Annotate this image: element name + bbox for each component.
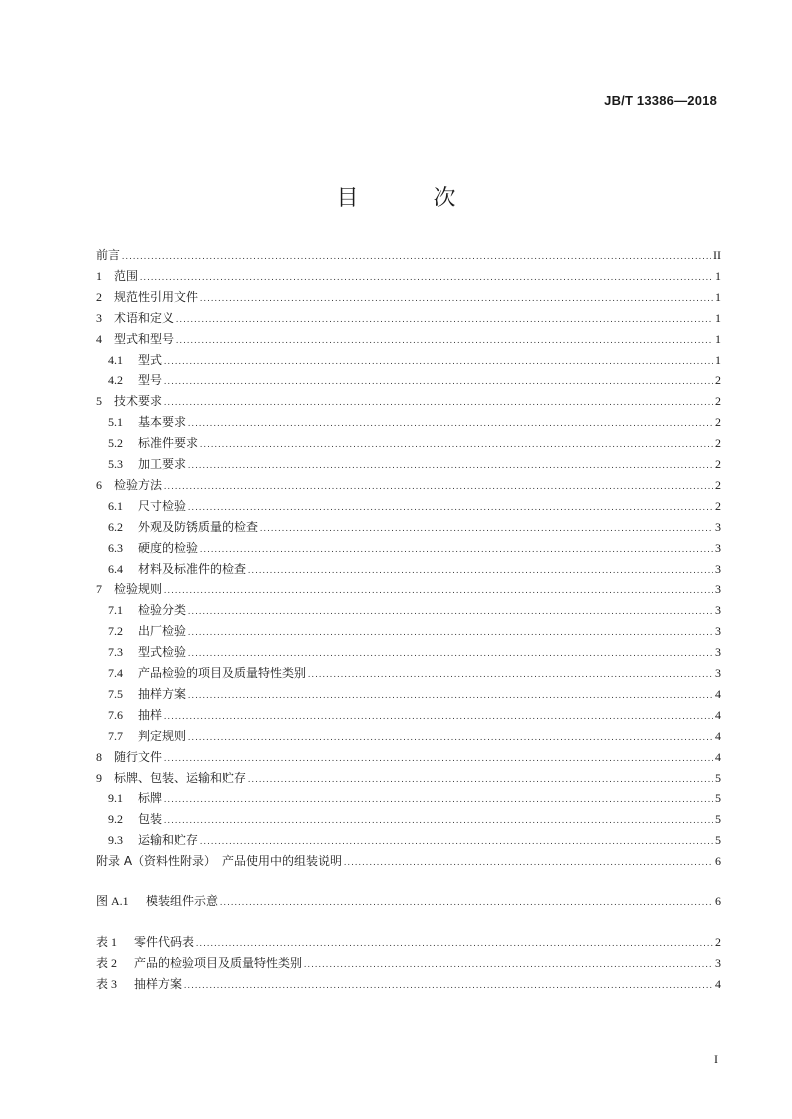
dot-leader [248, 561, 713, 579]
dot-leader [220, 893, 713, 911]
toc-entry[interactable] [108, 810, 721, 828]
toc-entry-number: 8 [96, 749, 102, 764]
toc-entry-label: 运输和贮存 [138, 833, 199, 848]
toc-entry-page: 2 [715, 394, 721, 409]
toc-entry-page: 5 [715, 770, 721, 785]
toc-entry[interactable] [108, 706, 721, 724]
toc-entry-number: 7.5 [108, 686, 123, 701]
toc-entry-page: 5 [715, 833, 721, 848]
toc-entry-page: 3 [715, 956, 721, 970]
toc-entry-number: 7.2 [108, 624, 123, 639]
dot-leader [200, 289, 713, 307]
toc-entry[interactable] [96, 892, 721, 910]
toc-entry[interactable] [96, 748, 721, 766]
toc-entry-page: 5 [715, 791, 721, 806]
dot-leader [260, 519, 713, 537]
toc-entry[interactable] [108, 643, 721, 661]
toc-entry-page: 2 [715, 415, 721, 430]
toc-entry-number: 5 [96, 394, 102, 409]
dot-leader [248, 770, 713, 788]
page-title: 目 次 [336, 186, 490, 211]
dot-leader [164, 749, 713, 767]
toc-entry-number: 7.1 [108, 603, 123, 618]
toc-entry[interactable] [96, 309, 721, 327]
toc-entry-number: 9.1 [108, 791, 123, 806]
toc-entry-number: 4.1 [108, 352, 123, 367]
toc-entry[interactable] [108, 664, 721, 682]
toc-entry-number: 4.2 [108, 373, 123, 388]
toc-entry-page: 1 [715, 352, 721, 367]
dot-leader [176, 331, 713, 349]
toc-entry-number: 6.1 [108, 498, 123, 513]
toc-entry-number: 表 3 [96, 977, 118, 991]
toc-entry[interactable] [96, 267, 721, 285]
toc-entry-label: 规范性引用文件 [114, 289, 199, 304]
toc-entry-label: 抽样方案 [138, 686, 187, 701]
toc-entry-number: 9 [96, 770, 102, 785]
toc-entry-label: 材料及标准件的检查 [138, 561, 247, 576]
toc-entry-label: 附录 A（资料性附录） 产品使用中的组装说明 [96, 854, 343, 869]
dot-leader [188, 498, 713, 516]
toc-entry-page: II [713, 248, 721, 262]
toc-entry-page: 3 [715, 519, 721, 534]
toc-entry-number: 4 [96, 331, 102, 346]
toc-entry[interactable] [96, 852, 721, 870]
dot-leader [188, 456, 713, 474]
toc-entry-label: 检验分类 [138, 603, 187, 618]
toc-entry[interactable] [108, 413, 721, 431]
dot-leader [164, 352, 713, 370]
toc-entry[interactable] [96, 476, 721, 494]
dot-leader [164, 707, 713, 725]
dot-leader [344, 853, 713, 871]
toc-entry-label: 型式和型号 [114, 331, 175, 346]
dot-leader [200, 540, 713, 558]
dot-leader [308, 665, 713, 683]
toc-entry-number: 6.4 [108, 561, 123, 576]
toc-entry-number: 7.3 [108, 645, 123, 660]
dot-leader [200, 435, 713, 453]
toc-entry[interactable] [108, 727, 721, 745]
toc-entry[interactable] [108, 518, 721, 536]
toc-entry-label: 尺寸检验 [138, 498, 187, 513]
toc-entry-number: 7.6 [108, 707, 123, 722]
toc-entry-page: 3 [715, 582, 721, 597]
toc-entry-label: 范围 [114, 268, 139, 283]
toc-entry-page: 3 [715, 540, 721, 555]
toc-entry-page: 3 [715, 645, 721, 660]
dot-leader [196, 934, 713, 952]
dot-leader [188, 644, 713, 662]
dot-leader [140, 268, 713, 286]
toc-entry-number: 图 A.1 [96, 894, 129, 908]
toc-entry-page: 6 [715, 894, 721, 908]
toc-entry-page: 4 [715, 728, 721, 743]
toc-entry-page: 3 [715, 561, 721, 576]
toc-entry-number: 表 1 [96, 935, 118, 949]
toc-entry-page: 4 [715, 707, 721, 722]
toc-entry[interactable] [108, 601, 721, 619]
dot-leader [122, 247, 711, 265]
toc-entry-number: 5.2 [108, 436, 123, 451]
toc-entry-page: 4 [715, 749, 721, 764]
toc-entry-label: 包装 [138, 812, 163, 827]
toc-entry-label: 前言 [96, 248, 121, 262]
dot-leader [164, 372, 713, 390]
toc-entry-number: 6 [96, 477, 102, 492]
toc-entry-label: 判定规则 [138, 728, 187, 743]
toc-entry-number: 9.2 [108, 812, 123, 827]
dot-leader [188, 686, 713, 704]
toc-entry-page: 1 [715, 268, 721, 283]
dot-leader [176, 310, 713, 328]
toc-entry[interactable] [108, 560, 721, 578]
toc-entry-label: 型式检验 [138, 645, 187, 660]
toc-entry[interactable] [96, 288, 721, 306]
toc-entry[interactable] [96, 246, 721, 264]
toc-entry[interactable] [108, 831, 721, 849]
dot-leader [304, 955, 713, 973]
dot-leader [188, 602, 713, 620]
toc-entry-page: 2 [715, 477, 721, 492]
toc-entry-number: 7 [96, 582, 102, 597]
dot-leader [200, 832, 713, 850]
toc-entry-label: 产品的检验项目及质量特性类别 [134, 956, 303, 970]
toc-entry-page: 3 [715, 666, 721, 680]
dot-leader [164, 790, 713, 808]
toc-entry[interactable] [108, 539, 721, 557]
toc-entry-number: 5.1 [108, 415, 123, 430]
dot-leader [188, 728, 713, 746]
toc-entry-label: 标准件要求 [138, 436, 199, 451]
toc-entry-label: 产品检验的项目及质量特性类别 [138, 666, 307, 680]
dot-leader [164, 477, 713, 495]
toc-entry-page: 2 [715, 457, 721, 471]
toc-entry-label: 抽样 [138, 707, 163, 722]
toc-entry[interactable] [108, 455, 721, 473]
toc-entry-page: 3 [715, 624, 721, 639]
toc-entry[interactable] [108, 622, 721, 640]
toc-entry[interactable] [96, 933, 721, 951]
toc-entry-number: 7.4 [108, 666, 123, 680]
toc-entry-number: 6.3 [108, 540, 123, 555]
toc-entry-page: 1 [715, 289, 721, 304]
toc-entry-page: 6 [715, 854, 721, 869]
toc-entry-page: 3 [715, 603, 721, 618]
toc-entry-page: 2 [715, 373, 721, 388]
toc-entry-label: 标牌、包装、运输和贮存 [114, 770, 247, 785]
toc-entry-label: 基本要求 [138, 415, 187, 430]
toc-entry-number: 7.7 [108, 728, 123, 743]
toc-entry-label: 标牌 [138, 791, 163, 806]
toc-entry-label: 型号 [138, 373, 163, 388]
dot-leader [188, 414, 713, 432]
toc-entry[interactable] [96, 975, 721, 993]
toc-entry[interactable] [108, 351, 721, 369]
dot-leader [184, 976, 713, 994]
page-folio: I [714, 1052, 718, 1066]
toc-entry[interactable] [108, 371, 721, 389]
dot-leader [164, 581, 713, 599]
toc-entry[interactable] [96, 580, 721, 598]
toc-entry-page: 4 [715, 686, 721, 701]
standard-code: JB/T 13386—2018 [604, 93, 717, 108]
toc-entry-number: 5.3 [108, 457, 123, 471]
toc-entry[interactable] [108, 685, 721, 703]
toc-entry-label: 出厂检验 [138, 624, 187, 639]
toc-entry-label: 型式 [138, 352, 163, 367]
toc-entry-page: 1 [715, 310, 721, 325]
toc-entry-number: 6.2 [108, 519, 123, 534]
toc-entry-number: 2 [96, 289, 102, 304]
toc-entry-number: 1 [96, 268, 102, 283]
toc-entry-page: 5 [715, 812, 721, 827]
toc-entry-number: 3 [96, 310, 102, 325]
toc-entry[interactable] [108, 789, 721, 807]
toc-entry-label: 术语和定义 [114, 310, 175, 325]
toc-entry-page: 2 [715, 935, 721, 949]
toc-entry-label: 检验规则 [114, 582, 163, 597]
toc-entry-label: 外观及防锈质量的检查 [138, 519, 259, 534]
toc-entry-number: 表 2 [96, 956, 118, 970]
toc-entry-page: 1 [715, 331, 721, 346]
toc-entry[interactable] [108, 434, 721, 452]
toc-entry[interactable] [96, 392, 721, 410]
toc-entry[interactable] [108, 497, 721, 515]
toc-entry-label: 硬度的检验 [138, 540, 199, 555]
dot-leader [188, 623, 713, 641]
toc-entry-label: 随行文件 [114, 749, 163, 764]
toc-entry-label: 零件代码表 [134, 935, 195, 949]
dot-leader [164, 393, 713, 411]
toc-entry[interactable] [96, 330, 721, 348]
toc-entry[interactable] [96, 769, 721, 787]
toc-entry-label: 技术要求 [114, 394, 163, 409]
toc-entry-label: 加工要求 [138, 457, 187, 471]
toc-entry-number: 9.3 [108, 833, 123, 848]
toc-entry-label: 模装组件示意 [146, 894, 219, 908]
toc-entry-label: 抽样方案 [134, 977, 183, 991]
toc-entry[interactable] [96, 954, 721, 972]
toc-entry-page: 4 [715, 977, 721, 991]
dot-leader [164, 811, 713, 829]
toc-entry-label: 检验方法 [114, 477, 163, 492]
toc-entry-page: 2 [715, 436, 721, 451]
toc-entry-page: 2 [715, 498, 721, 513]
